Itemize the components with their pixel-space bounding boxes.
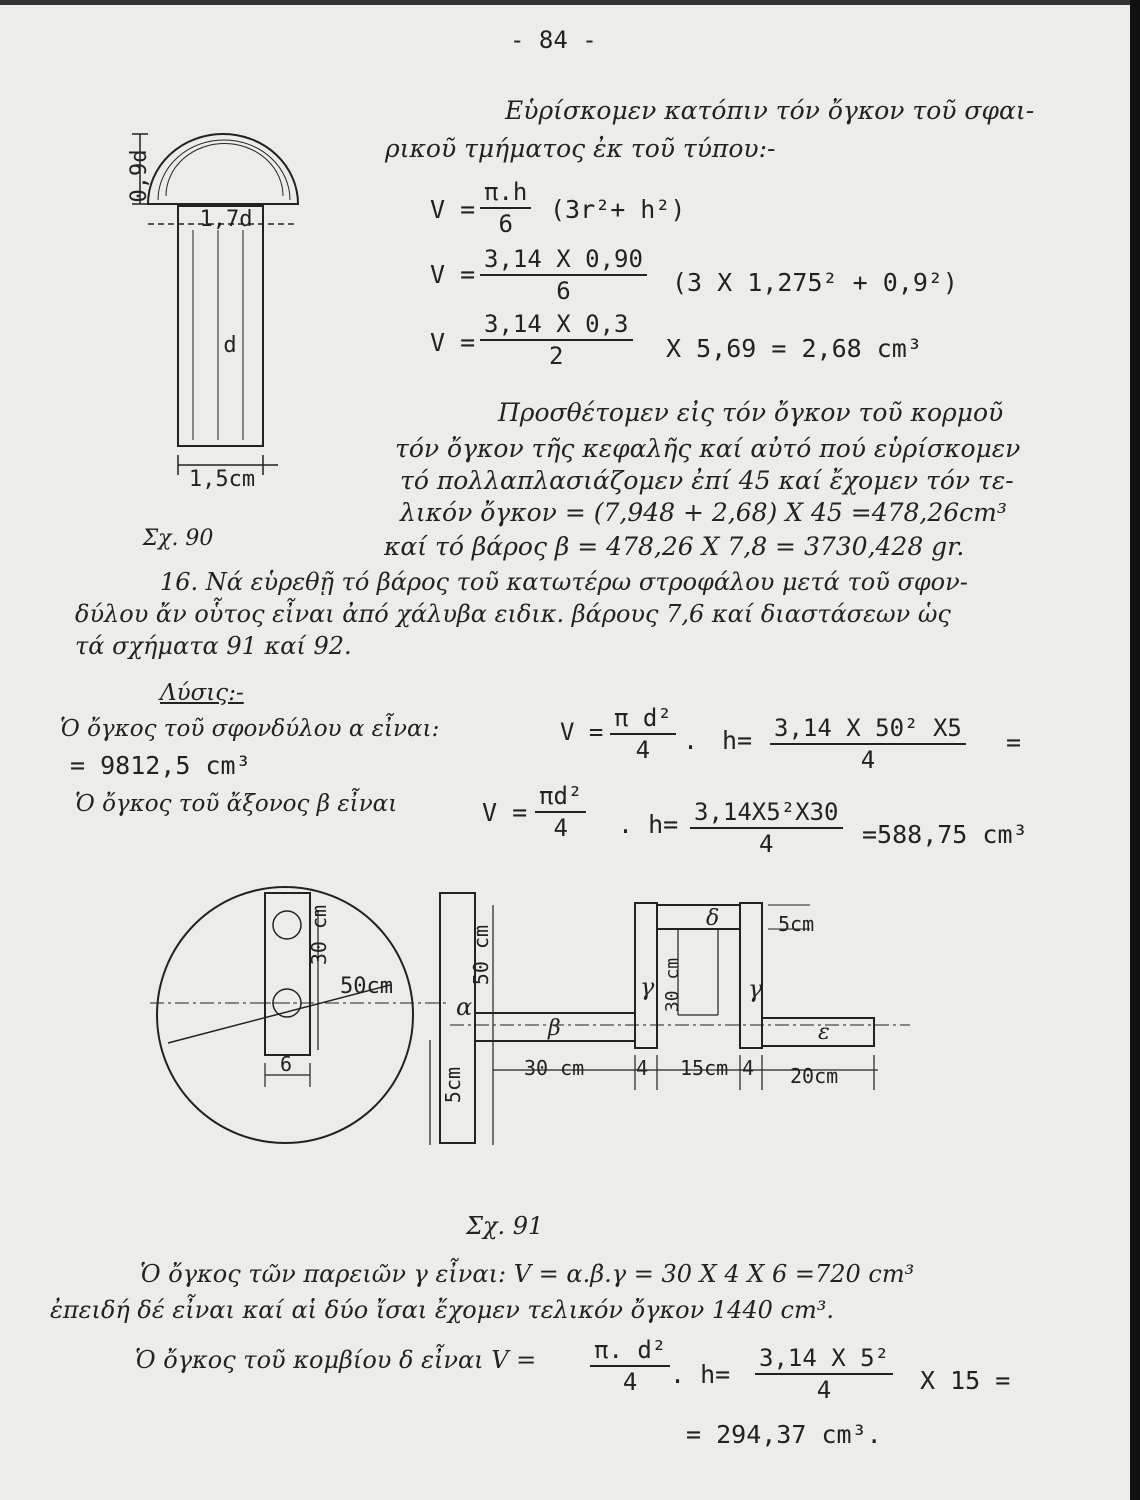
fig91-dim-15cm: 15cm [680, 1056, 729, 1080]
eq1-den: 6 [480, 207, 531, 236]
figure-90 [118, 120, 318, 560]
eq2-rest: (3 X 1,275² + 0,9²) [672, 268, 958, 297]
fig91-dim-5cm-top: 5cm [778, 912, 815, 936]
vol4-f1-num: π. d² [594, 1336, 667, 1364]
para2-line4: λικόν ὄγκον = (7,948 + 2,68) X 45 =478,26cm³ [400, 498, 1007, 527]
vol2-result: =588,75 cm³ [862, 820, 1028, 849]
para1-line2: ρικοῦ τμήματος ἐκ τοῦ τύπου:- [385, 134, 776, 163]
vol4-f2-num: 3,14 X 5² [759, 1344, 890, 1372]
vol2-f1-num: πd² [539, 782, 583, 810]
document-page: - 84 - 0,9d 1,7d d 1,5cm Σχ. 90 Εὑρίσκομεν κατόπιν τόν ὄγκον τοῦ σφαι- ρικοῦ τμήματος ἐκ τοῦ τύπου:- V = $\frac{\pi.h}{6}$ (3r²+ h²) V = $\frac{3,14 X 0,90}{6}$ (3 X 1,275² + 0,9²) V = $\frac{3,14 X 0,3}{2}$ X 5,69 = 2,68 cm³ Προσθέτομεν εἰς τόν ὄγκον τοῦ κορμοῦ τόν ὄγκον τῆς κεφαλῆς καί αὐτό πού εὑρίσκομεν τό πολλαπλασιάζομεν ἐπί 45 καί ἔχομεν τόν τε- λικόν ὄγκον = (7,948 + 2,68) X 45 =478,26cm³ καί τό βάρος β = 478,26 X 7,8 = 3730,428 gr. 16. Νά εὑρεθῇ τό βάρος τοῦ κατωτέρω στροφάλου μετά τοῦ σφον- δύλου ἄν οὗτος εἶναι ἀπό χάλυβα ειδικ. βάρους 7,6 καί διαστάσεων ὡς τά σχήματα 91 καί 92. Λύσις:- Ὁ ὄγκος τοῦ σφονδύλου α εἶναι: V = $\frac{\text{π d²}}{4}$ . h= $\frac{\text{3,14 X 50² X5}}{4}$ = = 9812,5 cm³ Ὁ ὄγκος τοῦ ἄξονος β εἶναι V = $\frac{\text{πd²}}{4}$ . h= $\frac{\text{3,14X5²X30}}{4}$ =588,75 cm³ 30 cm 50cm 6 α 50 cm 5cm β 30 cm 4 15cm 4 20cm γ 30 cm δ 5cm γ ε Σχ. 91 Ὁ ὄγκος τῶν παρειῶν γ εἶναι: V = α.β.γ = 30 X 4 X 6 =720 cm³ ἐπειδή δέ εἶναι καί αἱ δύο ἴσαι ἔχομεν τελικόν ὄγκον 1440 cm³. Ὁ ὄγκος τοῦ κομβίου δ εἶναι V = $\frac{\text{π. d²}}{4}$ . h= $\frac{\text{3,14 X 5²}}{4}$ X 15 = = 294,37 cm³. [0, 0, 1140, 1500]
fig91-dim-20cm: 20cm [790, 1064, 839, 1088]
fig91-label-beta: β [548, 1016, 561, 1041]
flywheel-circle [157, 887, 413, 1143]
figure-91 [150, 875, 910, 1175]
para2-line2: τόν ὄγκον τῆς κεφαλῆς καί αὐτό πού εὑρίσκομεν [395, 434, 1021, 463]
eq3-fraction [480, 312, 633, 368]
eq2-fraction [480, 247, 647, 303]
vol4-tail: X 15 = [920, 1366, 1011, 1395]
eq3-den: 2 [480, 339, 633, 368]
vol4-f2-den: 4 [755, 1373, 893, 1402]
fig91-dim-5cm-vertical: 5cm [441, 1066, 465, 1104]
eq3-rest: X 5,69 = 2,68 cm³ [666, 334, 922, 363]
fig91-dim-6: 6 [280, 1052, 293, 1076]
scan-binding-edge [1130, 0, 1140, 1500]
vol4-f1-den: 4 [590, 1365, 670, 1394]
fig90-shaft-label: d [223, 333, 237, 358]
rivet-shaft [178, 206, 263, 446]
vol1-f1-den: 4 [610, 733, 676, 762]
eq1-fraction [480, 180, 531, 236]
vol2-fraction1 [535, 784, 586, 840]
scan-edge [0, 0, 1140, 5]
fig91-dim-30cm-web: 30 cm [662, 957, 683, 1013]
solution-label: Λύσις:- [160, 680, 244, 706]
fig90-head-width: 1,7d [199, 207, 253, 232]
fig91-caption: Σχ. 91 [466, 1212, 544, 1240]
fig90-base-width: 1,5cm [188, 467, 256, 492]
fig91-dim-4-b: 4 [742, 1056, 755, 1080]
vol3-line2: ἐπειδή δέ εἶναι καί αἱ δύο ἴσαι ἔχομεν τελικόν ὄγκον 1440 cm³. [50, 1296, 834, 1324]
eq1-num: π.h [484, 178, 528, 206]
vol1-result: = 9812,5 cm³ [70, 751, 251, 780]
vol2-mid: . h= [618, 810, 679, 839]
vol1-fraction2 [770, 716, 966, 772]
eq2-den: 6 [480, 274, 647, 303]
fig91-label-alpha: α [456, 993, 473, 1021]
eq2-num: 3,14 X 0,90 [484, 245, 643, 273]
vol4-fraction1 [590, 1338, 670, 1394]
crank-pin-delta [657, 905, 740, 929]
fig91-dim-4-a: 4 [636, 1056, 649, 1080]
vol2-text: Ὁ ὄγκος τοῦ ἄξονος β εἶναι [75, 791, 398, 817]
vol1-f2-num: 3,14 X 50² X5 [774, 714, 962, 742]
rivet-head [148, 134, 298, 204]
problem-line1: 16. Νά εὑρεθῇ τό βάρος τοῦ κατωτέρω στροφάλου μετά τοῦ σφον- [160, 568, 968, 596]
vol4-mid: . h= [670, 1360, 731, 1389]
crank-web-side [265, 893, 310, 1055]
fig91-dim-30cm-h: 30 cm [524, 1056, 585, 1080]
vol1-f1-num: π d² [614, 704, 672, 732]
vol1-mid: h= [722, 726, 753, 755]
vol2-f2-num: 3,14X5²X30 [694, 798, 839, 826]
vol1-f2-den: 4 [770, 743, 966, 772]
fig91-label-gamma-1: γ [640, 973, 655, 1001]
vol1-text: Ὁ ὄγκος τοῦ σφονδύλου α εἶναι: [60, 716, 440, 742]
vol1-fraction1 [610, 706, 676, 762]
fig91-dim-30cm-vertical: 30 cm [307, 904, 331, 966]
vol4-fraction2 [755, 1346, 893, 1402]
para2-line1: Προσθέτομεν εἰς τόν ὄγκον τοῦ κορμοῦ [498, 398, 1004, 427]
vol1-equals: = [1006, 728, 1022, 757]
vol2-f1-den: 4 [535, 811, 586, 840]
fig91-label-delta: δ [706, 906, 720, 931]
fig90-caption: Σχ. 90 [142, 526, 214, 551]
vol2-fraction2 [690, 800, 843, 856]
vol2-f2-den: 4 [690, 827, 843, 856]
fig91-label-gamma-2: γ [748, 975, 763, 1003]
para2-line3: τό πολλαπλασιάζομεν ἐπί 45 καί ἔχομεν τόν τε- [400, 466, 1014, 495]
fig91-dim-50cm-vertical: 50 cm [469, 924, 493, 986]
vol4-text: Ὁ ὄγκος τοῦ κομβίου δ εἶναι V = [135, 1346, 537, 1374]
page-number: - 84 - [510, 26, 597, 54]
problem-line2: δύλου ἄν οὗτος εἶναι ἀπό χάλυβα ειδικ. βάρους 7,6 καί διαστάσεων ὡς [75, 600, 951, 628]
eq2-lhs: V = [430, 260, 476, 289]
vol4-result: = 294,37 cm³. [686, 1420, 882, 1449]
fig90-head-height: 0,9d [127, 149, 152, 203]
problem-line3: τά σχήματα 91 καί 92. [75, 632, 352, 660]
fig91-label-epsilon: ε [818, 1020, 830, 1045]
eq3-lhs: V = [430, 328, 476, 357]
fig91-dim-50cm-radius: 50cm [340, 974, 393, 999]
para1-line1: Εὑρίσκομεν κατόπιν τόν ὄγκον τοῦ σφαι- [505, 96, 1035, 125]
para2-line5: καί τό βάρος β = 478,26 X 7,8 = 3730,428 gr. [384, 532, 965, 561]
vol3-line1: Ὁ ὄγκος τῶν παρειῶν γ εἶναι: V = α.β.γ = 30 X 4 X 6 =720 cm³ [140, 1260, 915, 1288]
eq3-num: 3,14 X 0,3 [484, 310, 629, 338]
eq1-lhs: V = [430, 195, 476, 224]
vol1-dot: . [683, 726, 699, 755]
eq1-rest: (3r²+ h²) [550, 195, 686, 224]
